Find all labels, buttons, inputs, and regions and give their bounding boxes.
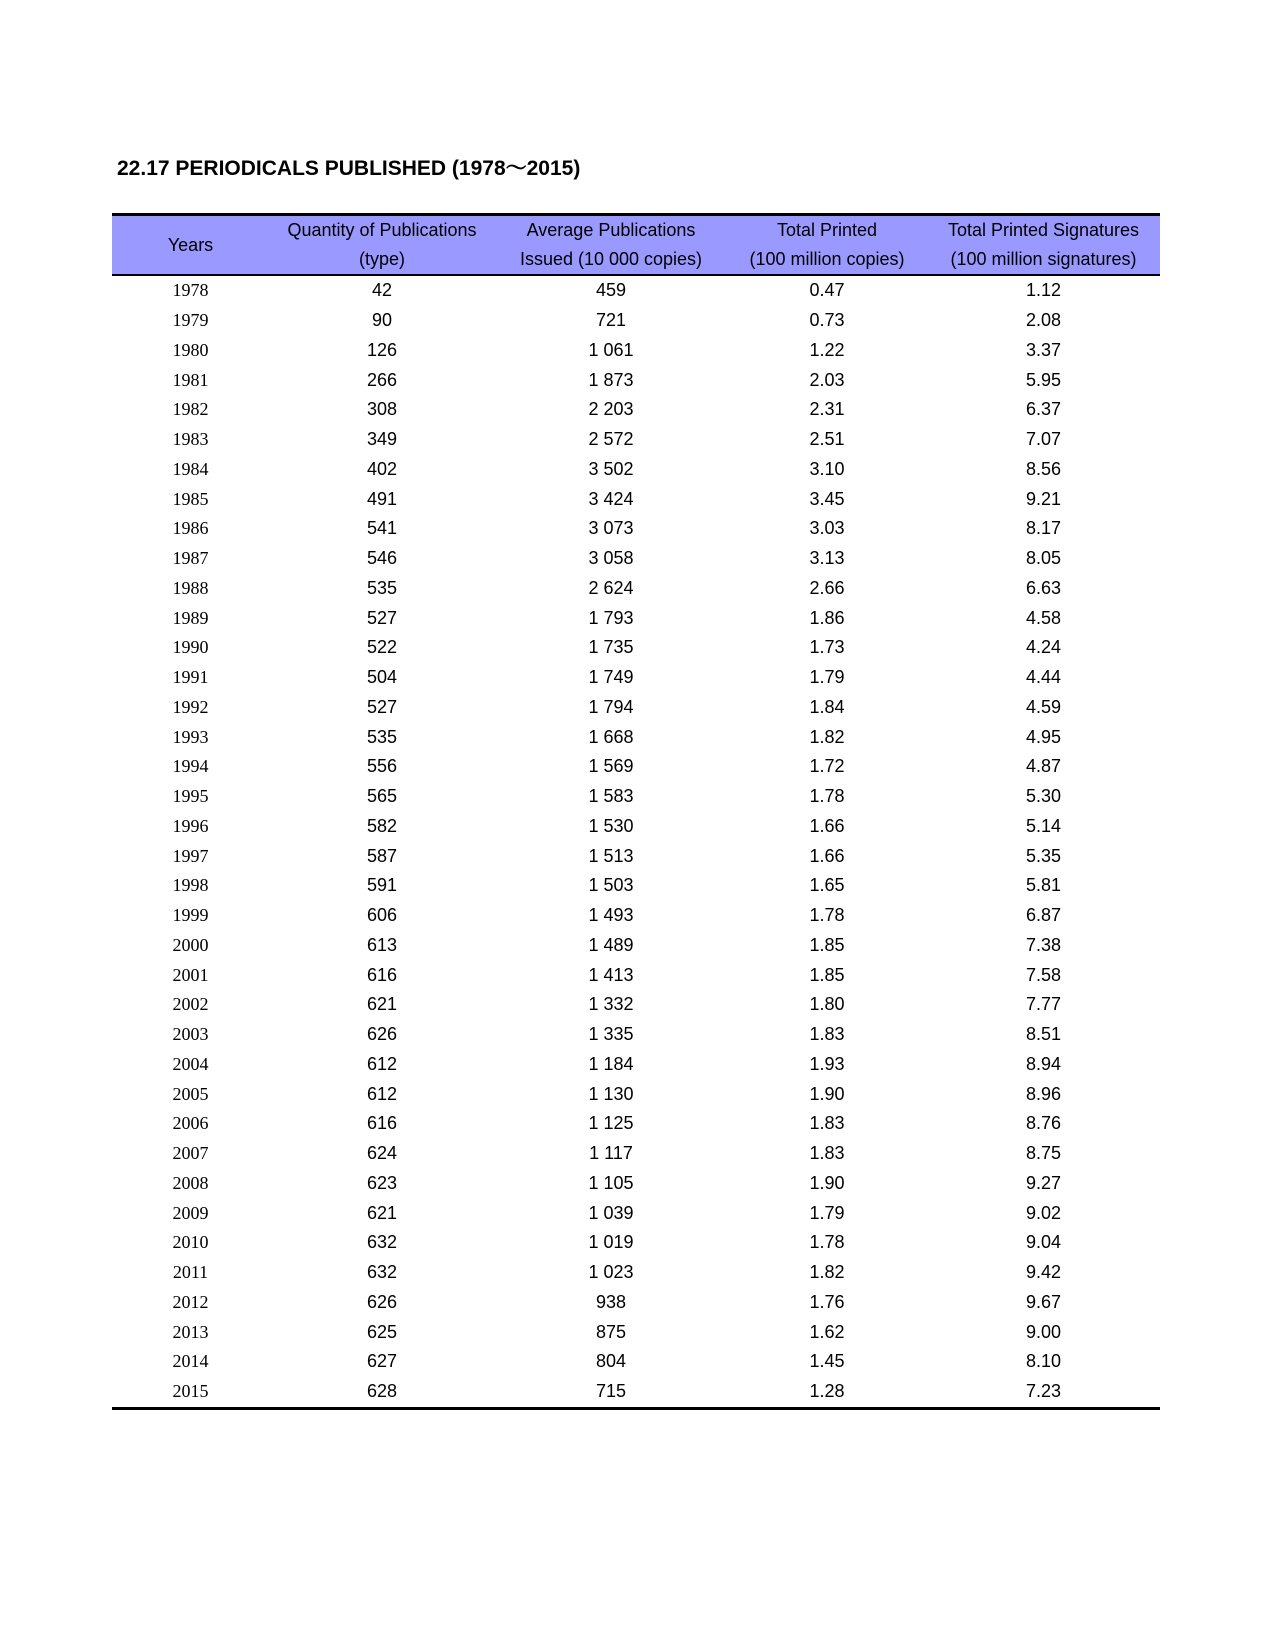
table-row <box>112 365 1160 395</box>
table-row <box>112 1050 1160 1080</box>
year-cell: 2015 <box>112 1377 269 1408</box>
total-printed-cell: 1.72 <box>809 756 845 777</box>
table-row <box>112 1228 1160 1258</box>
average-issued-cell: 1 503 <box>588 875 634 896</box>
total-printed-cell: 2.51 <box>809 429 845 450</box>
table-row <box>112 574 1160 604</box>
quantity-cell: 625 <box>366 1321 398 1342</box>
table-row <box>112 752 1160 782</box>
average-issued-cell: 1 493 <box>588 905 634 926</box>
year-cell: 1999 <box>172 905 209 926</box>
table-row <box>112 633 1160 663</box>
year-cell: 2013 <box>172 1321 209 1342</box>
total-printed-cell: 3.10 <box>809 458 845 479</box>
average-issued-cell: 3 058 <box>588 548 634 569</box>
quantity-cell: 613 <box>366 934 398 955</box>
table-row <box>112 722 1160 752</box>
total-signatures-cell: 4.59 <box>1025 696 1062 717</box>
total-printed-cell: 0.47 <box>809 280 845 301</box>
table-row <box>112 1198 1160 1228</box>
total-signatures-cell: 8.05 <box>1025 548 1062 569</box>
table-row <box>112 812 1160 842</box>
total-printed-cell: 1.79 <box>809 667 845 688</box>
total-signatures-cell: 8.94 <box>1025 1053 1062 1074</box>
average-issued-cell: 3 424 <box>588 488 634 509</box>
total-signatures-cell: 7.38 <box>1025 934 1062 955</box>
total-printed-cell: 1.83 <box>809 1024 845 1045</box>
total-printed-cell: 1.82 <box>809 726 845 747</box>
table-row <box>112 871 1160 901</box>
table-row <box>112 1258 1160 1288</box>
total-signatures-cell: 4.58 <box>1025 607 1062 628</box>
quantity-cell: 606 <box>366 905 398 926</box>
average-issued-cell: 2 624 <box>588 577 634 598</box>
quantity-cell: 535 <box>366 577 398 598</box>
total-signatures-cell: 2.08 <box>1025 310 1062 331</box>
year-cell: 1998 <box>172 875 209 896</box>
total-signatures-cell: 4.95 <box>1025 726 1062 747</box>
total-signatures-cell: 6.63 <box>1025 577 1062 598</box>
total-signatures-cell: 8.10 <box>1025 1351 1062 1372</box>
year-cell: 2002 <box>172 994 209 1015</box>
total-signatures-cell: 9.04 <box>1025 1232 1062 1253</box>
average-issued-cell: 1 793 <box>588 607 634 628</box>
table-row <box>112 603 1160 633</box>
quantity-cell: 527 <box>366 696 398 717</box>
total-printed-cell: 2.31 <box>809 399 845 420</box>
table-row <box>112 425 1160 455</box>
table-row <box>112 1169 1160 1199</box>
total-printed-cell: 1.78 <box>809 1232 845 1253</box>
table-row <box>112 1317 1160 1347</box>
quantity-cell: 612 <box>366 1053 398 1074</box>
header-average-issued <box>495 215 727 276</box>
average-issued-cell: 1 513 <box>588 845 634 866</box>
total-signatures-cell: 5.81 <box>1025 875 1062 896</box>
average-issued-cell: 1 873 <box>588 369 634 390</box>
table-body <box>112 275 1160 1408</box>
quantity-cell: 402 <box>366 458 398 479</box>
total-printed-cell: 1.86 <box>809 607 845 628</box>
table-row <box>112 782 1160 812</box>
total-signatures-cell: 9.27 <box>1025 1172 1062 1193</box>
average-issued-cell: 1 061 <box>588 339 634 360</box>
year-cell: 1979 <box>172 310 209 331</box>
total-signatures-cell: 6.37 <box>1025 399 1062 420</box>
year-cell: 1989 <box>172 607 209 628</box>
average-issued-cell: 1 125 <box>588 1113 634 1134</box>
total-printed-cell: 1.83 <box>809 1113 845 1134</box>
total-printed-cell: 1.85 <box>809 964 845 985</box>
total-printed-cell: 1.28 <box>727 1377 927 1408</box>
year-cell: 1993 <box>172 726 209 747</box>
quantity-cell: 556 <box>366 756 398 777</box>
total-signatures-cell: 1.12 <box>1025 280 1062 301</box>
average-issued-cell: 1 023 <box>588 1262 634 1283</box>
quantity-cell: 349 <box>366 429 398 450</box>
average-issued-cell: 3 073 <box>588 518 634 539</box>
average-issued-cell: 1 583 <box>588 786 634 807</box>
total-signatures-cell: 5.14 <box>1025 815 1062 836</box>
average-issued-cell: 1 117 <box>589 1143 633 1164</box>
quantity-cell: 541 <box>366 518 398 539</box>
table-row <box>112 455 1160 485</box>
average-issued-cell: 2 203 <box>588 399 634 420</box>
table-row <box>112 693 1160 723</box>
header-quantity <box>269 215 495 276</box>
average-issued-cell: 1 749 <box>588 667 634 688</box>
year-cell: 2006 <box>172 1113 209 1134</box>
year-cell: 1978 <box>172 280 209 301</box>
table-row <box>112 544 1160 574</box>
total-printed-cell: 1.73 <box>809 637 845 658</box>
table-row <box>112 663 1160 693</box>
table-row <box>112 1377 1160 1408</box>
total-printed-cell: 1.76 <box>809 1291 845 1312</box>
average-issued-cell: 3 502 <box>588 458 634 479</box>
header-row <box>112 215 1160 276</box>
quantity-cell: 628 <box>269 1377 495 1408</box>
header-printed-line1: Total Printed <box>776 220 878 240</box>
table-row <box>112 306 1160 336</box>
total-printed-cell: 1.79 <box>809 1202 845 1223</box>
total-signatures-cell: 7.58 <box>1025 964 1062 985</box>
average-issued-cell: 1 335 <box>588 1024 634 1045</box>
total-signatures-cell: 7.77 <box>1025 994 1062 1015</box>
table-row <box>112 1139 1160 1169</box>
average-issued-cell: 1 794 <box>588 696 634 717</box>
year-cell: 1983 <box>172 429 209 450</box>
total-signatures-cell: 8.96 <box>1025 1083 1062 1104</box>
header-signatures-line1: Total Printed Signatures <box>947 220 1140 240</box>
table-row <box>112 1079 1160 1109</box>
quantity-cell: 535 <box>366 726 398 747</box>
quantity-cell: 616 <box>366 1113 398 1134</box>
total-printed-cell: 1.78 <box>809 905 845 926</box>
quantity-cell: 587 <box>366 845 398 866</box>
table-header <box>112 215 1160 276</box>
average-issued-cell: 715 <box>495 1377 727 1408</box>
year-cell: 1996 <box>172 815 209 836</box>
average-issued-cell: 459 <box>595 280 627 301</box>
year-cell: 1984 <box>172 458 209 479</box>
average-issued-cell: 1 489 <box>588 934 634 955</box>
year-cell: 2009 <box>172 1202 209 1223</box>
quantity-cell: 546 <box>366 548 398 569</box>
year-cell: 1990 <box>172 637 209 658</box>
year-cell: 2014 <box>172 1351 209 1372</box>
total-signatures-cell: 8.51 <box>1025 1024 1062 1045</box>
header-average-line2: Issued (10 000 copies) <box>519 249 703 269</box>
average-issued-cell: 1 130 <box>588 1083 634 1104</box>
average-issued-cell: 804 <box>595 1351 627 1372</box>
total-printed-cell: 1.78 <box>809 786 845 807</box>
year-cell: 2011 <box>172 1262 209 1283</box>
average-issued-cell: 721 <box>595 310 627 331</box>
header-printed-line2: (100 million copies) <box>749 249 905 269</box>
average-issued-cell: 1 332 <box>588 994 634 1015</box>
total-printed-cell: 1.80 <box>809 994 845 1015</box>
quantity-cell: 565 <box>366 786 398 807</box>
year-cell: 2001 <box>172 964 209 985</box>
year-cell: 1987 <box>172 548 209 569</box>
total-signatures-cell: 7.07 <box>1025 429 1062 450</box>
total-signatures-cell: 8.76 <box>1025 1113 1062 1134</box>
header-quantity-line1: Quantity of Publications <box>287 220 477 240</box>
year-cell: 1994 <box>172 756 209 777</box>
total-printed-cell: 1.84 <box>809 696 845 717</box>
table-row <box>112 931 1160 961</box>
year-cell: 2010 <box>172 1232 209 1253</box>
year-cell: 2007 <box>172 1143 209 1164</box>
total-signatures-cell: 7.23 <box>927 1377 1160 1408</box>
total-printed-cell: 1.62 <box>809 1321 845 1342</box>
total-printed-cell: 2.66 <box>809 577 845 598</box>
year-cell: 1986 <box>172 518 209 539</box>
quantity-cell: 616 <box>366 964 398 985</box>
table-row <box>112 990 1160 1020</box>
average-issued-cell: 1 530 <box>588 815 634 836</box>
total-signatures-cell: 9.02 <box>1025 1202 1062 1223</box>
total-printed-cell: 2.03 <box>809 369 845 390</box>
quantity-cell: 491 <box>366 488 398 509</box>
year-cell: 1988 <box>172 577 209 598</box>
year-cell: 2000 <box>172 934 209 955</box>
average-issued-cell: 1 019 <box>588 1232 634 1253</box>
table-row <box>112 275 1160 306</box>
table-row <box>112 960 1160 990</box>
total-signatures-cell: 4.87 <box>1025 756 1062 777</box>
total-printed-cell: 1.83 <box>809 1143 845 1164</box>
average-issued-cell: 2 572 <box>588 429 634 450</box>
total-printed-cell: 1.82 <box>809 1262 845 1283</box>
quantity-cell: 626 <box>366 1291 398 1312</box>
total-printed-cell: 1.93 <box>809 1053 845 1074</box>
total-signatures-cell: 9.42 <box>1025 1262 1062 1283</box>
header-years <box>112 215 269 276</box>
average-issued-cell: 938 <box>595 1291 627 1312</box>
header-total-printed <box>727 215 927 276</box>
quantity-cell: 623 <box>366 1172 398 1193</box>
average-issued-cell: 1 569 <box>588 756 634 777</box>
year-cell: 2008 <box>172 1172 209 1193</box>
year-cell: 1980 <box>172 339 209 360</box>
year-cell: 2003 <box>172 1024 209 1045</box>
total-signatures-cell: 9.67 <box>1025 1291 1062 1312</box>
total-signatures-cell: 6.87 <box>1025 905 1062 926</box>
average-issued-cell: 1 184 <box>588 1053 634 1074</box>
table-row <box>112 1020 1160 1050</box>
header-total-signatures <box>927 215 1160 276</box>
quantity-cell: 42 <box>371 280 393 301</box>
table-row <box>112 1347 1160 1377</box>
quantity-cell: 522 <box>366 637 398 658</box>
table-row <box>112 395 1160 425</box>
year-cell: 2004 <box>172 1053 209 1074</box>
quantity-cell: 621 <box>366 1202 398 1223</box>
total-printed-cell: 1.66 <box>809 815 845 836</box>
page-title: 22.17 PERIODICALS PUBLISHED (1978～2015) <box>117 157 581 180</box>
total-printed-cell: 3.45 <box>809 488 845 509</box>
average-issued-cell: 1 735 <box>588 637 634 658</box>
quantity-cell: 308 <box>366 399 398 420</box>
header-quantity-line2: (type) <box>358 249 405 269</box>
average-issued-cell: 1 039 <box>588 1202 634 1223</box>
total-signatures-cell: 3.37 <box>1025 339 1062 360</box>
total-printed-cell: 1.66 <box>809 845 845 866</box>
total-printed-cell: 1.90 <box>809 1172 845 1193</box>
year-cell: 1991 <box>172 667 209 688</box>
average-issued-cell: 1 413 <box>588 964 634 985</box>
table-row <box>112 484 1160 514</box>
year-cell: 2012 <box>172 1291 209 1312</box>
table-row <box>112 1288 1160 1318</box>
quantity-cell: 591 <box>366 875 398 896</box>
year-cell: 1992 <box>172 696 209 717</box>
total-signatures-cell: 9.00 <box>1025 1321 1062 1342</box>
quantity-cell: 621 <box>366 994 398 1015</box>
total-signatures-cell: 8.56 <box>1025 458 1062 479</box>
quantity-cell: 632 <box>366 1262 398 1283</box>
table-row <box>112 336 1160 366</box>
quantity-cell: 582 <box>366 815 398 836</box>
quantity-cell: 527 <box>366 607 398 628</box>
header-signatures-line2: (100 million signatures) <box>950 249 1137 269</box>
total-signatures-cell: 5.35 <box>1025 845 1062 866</box>
average-issued-cell: 875 <box>595 1321 627 1342</box>
total-printed-cell: 1.45 <box>809 1351 845 1372</box>
total-printed-cell: 3.13 <box>809 548 845 569</box>
quantity-cell: 627 <box>366 1351 398 1372</box>
year-cell: 1981 <box>172 369 209 390</box>
header-average-line1: Average Publications <box>526 220 696 240</box>
total-printed-cell: 0.73 <box>809 310 845 331</box>
table-row <box>112 514 1160 544</box>
table-row <box>112 841 1160 871</box>
total-signatures-cell: 5.30 <box>1025 786 1062 807</box>
quantity-cell: 266 <box>366 369 398 390</box>
average-issued-cell: 1 668 <box>588 726 634 747</box>
quantity-cell: 126 <box>366 339 398 360</box>
year-cell: 1995 <box>172 786 209 807</box>
average-issued-cell: 1 105 <box>588 1172 634 1193</box>
table-row <box>112 1109 1160 1139</box>
year-cell: 1982 <box>172 399 209 420</box>
quantity-cell: 626 <box>366 1024 398 1045</box>
quantity-cell: 632 <box>366 1232 398 1253</box>
total-printed-cell: 1.65 <box>809 875 845 896</box>
total-signatures-cell: 5.95 <box>1025 369 1062 390</box>
quantity-cell: 504 <box>366 667 398 688</box>
periodicals-table <box>112 213 1160 1410</box>
total-printed-cell: 3.03 <box>809 518 845 539</box>
quantity-cell: 90 <box>371 310 393 331</box>
year-cell: 1997 <box>172 845 209 866</box>
total-signatures-cell: 8.75 <box>1025 1143 1062 1164</box>
quantity-cell: 612 <box>366 1083 398 1104</box>
total-printed-cell: 1.90 <box>809 1083 845 1104</box>
total-printed-cell: 1.22 <box>809 339 845 360</box>
header-years-label: Years <box>167 234 214 255</box>
total-printed-cell: 1.85 <box>809 934 845 955</box>
total-signatures-cell: 4.44 <box>1025 667 1062 688</box>
total-signatures-cell: 8.17 <box>1025 518 1062 539</box>
total-signatures-cell: 4.24 <box>1025 637 1062 658</box>
total-signatures-cell: 9.21 <box>1025 488 1062 509</box>
quantity-cell: 624 <box>366 1143 398 1164</box>
year-cell: 2005 <box>172 1083 209 1104</box>
table-row <box>112 901 1160 931</box>
year-cell: 1985 <box>172 488 209 509</box>
